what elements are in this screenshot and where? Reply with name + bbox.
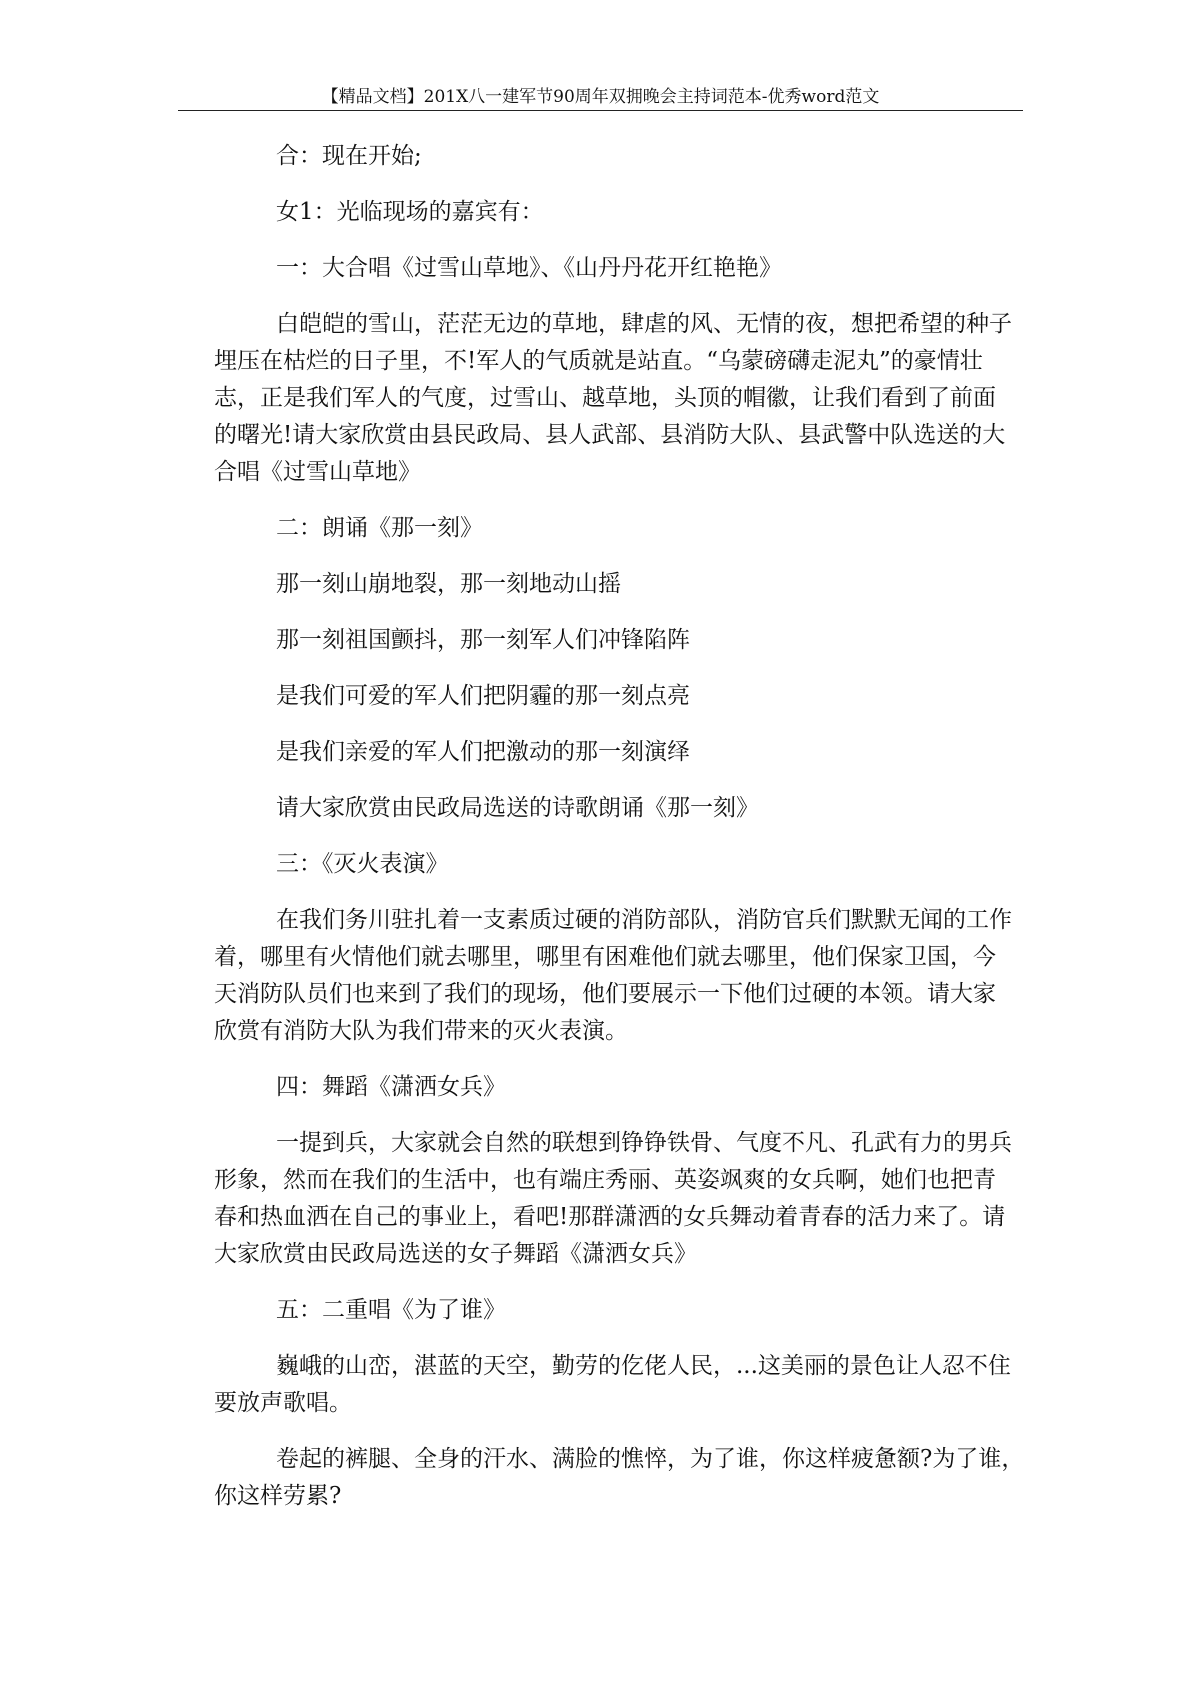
paragraph xyxy=(230,1292,1025,1329)
paragraph xyxy=(230,250,1025,287)
paragraph-line: 请大家欣赏由民政局选送的诗歌朗诵《那一刻》 xyxy=(276,795,759,821)
paragraph-line: 一提到兵，大家就会自然的联想到铮铮铁骨、气度不凡、孔武有力的男兵 xyxy=(276,1130,1012,1156)
paragraph-line: 合：现在开始; xyxy=(276,143,422,169)
paragraph-line: 志，正是我们军人的气度，过雪山、越草地，头顶的帽徽，让我们看到了前面 xyxy=(214,385,996,411)
paragraph xyxy=(230,622,1025,659)
paragraph xyxy=(230,510,1025,547)
paragraph-line: 要放声歌唱。 xyxy=(214,1390,352,1416)
paragraph-line: 着，哪里有火情他们就去哪里，哪里有困难他们就去哪里，他们保家卫国，今 xyxy=(214,944,996,970)
header-divider xyxy=(178,110,1023,111)
paragraph-line: 大家欣赏由民政局选送的女子舞蹈《潇洒女兵》 xyxy=(214,1241,697,1267)
paragraph xyxy=(230,846,1025,883)
paragraph-line: 是我们可爱的军人们把阴霾的那一刻点亮 xyxy=(276,683,690,709)
paragraph xyxy=(230,678,1025,715)
paragraph-line: 三：《灭火表演》 xyxy=(276,851,449,877)
paragraph-line: 是我们亲爱的军人们把激动的那一刻演绎 xyxy=(276,739,690,765)
paragraph-line: 那一刻山崩地裂，那一刻地动山摇 xyxy=(276,571,621,597)
paragraph xyxy=(214,1441,1025,1515)
paragraph-line: 你这样劳累? xyxy=(214,1483,342,1509)
document-body xyxy=(214,138,1025,1515)
paragraph-line: 那一刻祖国颤抖，那一刻军人们冲锋陷阵 xyxy=(276,627,690,653)
paragraph-line: 欣赏有消防大队为我们带来的灭火表演。 xyxy=(214,1018,628,1044)
paragraph-line: 五：二重唱《为了谁》 xyxy=(276,1297,506,1323)
paragraph-line: 的曙光!请大家欣赏由县民政局、县人武部、县消防大队、县武警中队选送的大 xyxy=(214,422,1006,448)
paragraph xyxy=(230,790,1025,827)
paragraph xyxy=(230,566,1025,603)
paragraph-line: 一：大合唱《过雪山草地》、《山丹丹花开红艳艳》 xyxy=(276,255,782,281)
paragraph xyxy=(230,138,1025,175)
paragraph xyxy=(214,306,1025,491)
paragraph-line: 埋压在枯烂的日子里，不!军人的气质就是站直。“乌蒙磅礴走泥丸”的豪情壮 xyxy=(214,348,983,374)
paragraph-line: 卷起的裤腿、全身的汗水、满脸的憔悴，为了谁，你这样疲惫额?为了谁， xyxy=(276,1446,1025,1472)
paragraph-line: 四：舞蹈《潇洒女兵》 xyxy=(276,1074,506,1100)
page-header-title: 【精品文档】201X八一建军节90周年双拥晚会主持词范本-优秀word范文 xyxy=(321,87,880,107)
paragraph-line: 白皑皑的雪山，茫茫无边的草地，肆虐的风、无情的夜，想把希望的种子 xyxy=(276,311,1012,337)
paragraph-line: 天消防队员们也来到了我们的现场，他们要展示一下他们过硬的本领。请大家 xyxy=(214,981,996,1007)
paragraph-line: 春和热血洒在自己的事业上，看吧!那群潇洒的女兵舞动着青春的活力来了。请 xyxy=(214,1204,1006,1230)
paragraph xyxy=(214,1348,1025,1422)
paragraph xyxy=(230,734,1025,771)
paragraph-line: 二：朗诵《那一刻》 xyxy=(276,515,483,541)
paragraph-line: 合唱《过雪山草地》 xyxy=(214,459,421,485)
paragraph xyxy=(230,194,1025,231)
paragraph xyxy=(214,1125,1025,1273)
paragraph xyxy=(230,1069,1025,1106)
paragraph-line: 形象，然而在我们的生活中，也有端庄秀丽、英姿飒爽的女兵啊，她们也把青 xyxy=(214,1167,996,1193)
paragraph-line: 巍峨的山峦，湛蓝的天空，勤劳的仡佬人民，...这美丽的景色让人忍不住 xyxy=(276,1353,1011,1379)
paragraph-line: 女1：光临现场的嘉宾有： xyxy=(276,199,544,225)
paragraph-line: 在我们务川驻扎着一支素质过硬的消防部队，消防官兵们默默无闻的工作 xyxy=(276,907,1012,933)
paragraph xyxy=(214,902,1025,1050)
